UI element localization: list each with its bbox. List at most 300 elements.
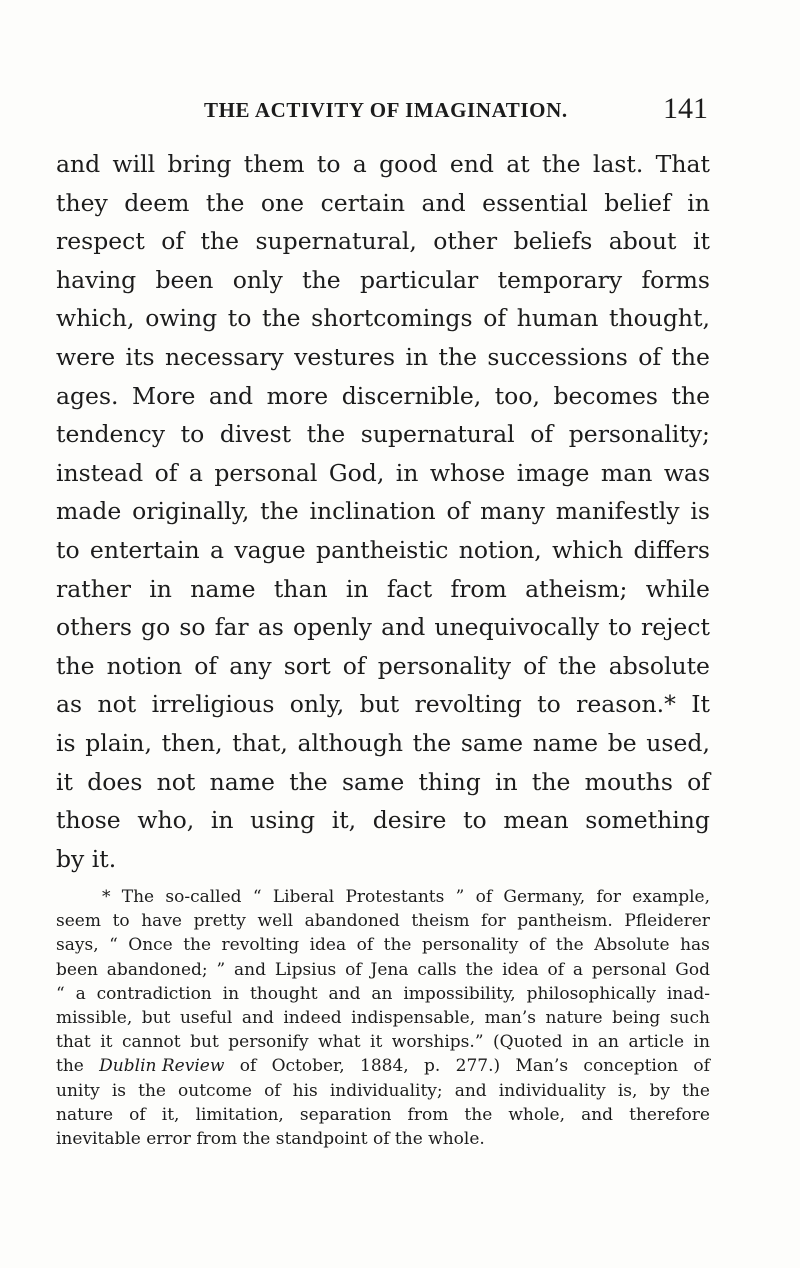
word: sort (283, 651, 331, 680)
word: of (475, 887, 493, 907)
word: in (210, 806, 234, 835)
footnote-line (56, 958, 710, 982)
word: and (421, 188, 466, 217)
word: personal (591, 959, 667, 980)
word: and (454, 1080, 487, 1101)
word: and (208, 381, 254, 410)
word: differs (633, 535, 710, 564)
word: idea (309, 935, 347, 956)
word: and (241, 1007, 274, 1028)
word: successions (487, 342, 628, 371)
footnote-line (56, 933, 710, 957)
word: is (690, 497, 710, 526)
word: does (87, 767, 143, 796)
word: tendency (56, 420, 166, 449)
word: abandoned (304, 911, 400, 932)
word: missible, (56, 1007, 133, 1028)
word: in (405, 342, 429, 371)
word: personify (228, 1032, 309, 1053)
word: instead (56, 458, 144, 487)
word: of (161, 227, 185, 256)
word: personality (377, 651, 512, 680)
body-text-line (56, 608, 710, 647)
word: the (671, 381, 710, 410)
footnote (56, 885, 710, 1151)
word: owing (145, 304, 218, 333)
word: from (407, 1104, 449, 1125)
word: Pfleiderer (624, 911, 710, 932)
word: forms (641, 265, 710, 294)
word: the (438, 342, 478, 371)
word: is (111, 1080, 127, 1101)
word: the (465, 959, 494, 980)
word: too, (494, 381, 540, 410)
body-text-line (56, 184, 710, 223)
word: in (687, 188, 710, 217)
word: Once (128, 935, 173, 956)
word: Dublin Review (99, 1056, 225, 1077)
word: others (56, 613, 132, 642)
word: a (75, 983, 86, 1004)
word: not (97, 690, 137, 719)
word: of (547, 959, 565, 980)
word: ages. (56, 381, 119, 410)
footnote-line (56, 909, 710, 933)
word: pantheistic (316, 535, 449, 564)
word: then, (161, 728, 223, 757)
word: supernatural (360, 420, 515, 449)
word: it (56, 767, 73, 796)
word: name (190, 574, 256, 603)
body-text-line (56, 570, 710, 609)
word: than (273, 574, 328, 603)
word: beliefs (513, 227, 593, 256)
word: of (356, 935, 374, 956)
word: fact (386, 574, 433, 603)
word: calls (417, 959, 457, 980)
word: to (608, 613, 632, 642)
word: vestures (294, 342, 396, 371)
word: other (433, 227, 498, 256)
word: Man’s (515, 1056, 569, 1077)
word: of (194, 651, 218, 680)
word: inad- (666, 983, 710, 1004)
word: not (156, 767, 196, 796)
word: necessary (164, 342, 284, 371)
word: so (179, 613, 206, 642)
word: as (56, 690, 83, 719)
word: using (250, 806, 316, 835)
word: rather (56, 574, 131, 603)
word: those (56, 806, 121, 835)
word: inclination (309, 497, 436, 526)
word: at (506, 150, 530, 178)
word: in (495, 767, 518, 796)
word: to (227, 304, 252, 333)
word: of (528, 935, 546, 956)
word: for (481, 911, 506, 932)
word: entertain (89, 535, 200, 564)
word: it (370, 1032, 383, 1053)
word: desire (372, 806, 447, 835)
word: will (112, 150, 156, 178)
word: the (302, 265, 341, 294)
word: them (243, 150, 305, 178)
word: limitation, (195, 1104, 284, 1125)
word: article (628, 1032, 685, 1053)
word: becomes (553, 381, 658, 410)
word: many (480, 497, 545, 526)
word: to (180, 420, 205, 449)
word: whose (429, 458, 506, 487)
word: bring (167, 150, 232, 178)
word: end (449, 150, 494, 178)
word: worships.” (391, 1032, 484, 1053)
word: ” (216, 959, 226, 980)
word: temporary (497, 265, 623, 294)
body-text-line (56, 685, 710, 724)
word: any (229, 651, 272, 680)
word: revolting (414, 690, 522, 719)
body-text-line (56, 647, 710, 686)
footnote-line (56, 885, 710, 909)
word: man’s (484, 1007, 536, 1028)
word: says, (56, 935, 99, 956)
body-text-line (56, 454, 710, 493)
word: the (138, 1080, 166, 1101)
word: in (572, 1032, 589, 1053)
word: a (209, 535, 224, 564)
word: having (56, 265, 137, 294)
word: and (56, 150, 101, 178)
word: his (292, 1080, 318, 1101)
word: particular (359, 265, 479, 294)
word: certain (320, 188, 405, 217)
word: human (516, 304, 599, 333)
word: philosophically (526, 983, 656, 1004)
word: abandoned; (106, 959, 208, 980)
body-text-line (56, 801, 710, 840)
word: impossibility, (403, 983, 516, 1004)
word: Liberal (272, 887, 335, 907)
body-text-line (56, 377, 710, 416)
word: used, (646, 728, 710, 757)
word: openly (292, 613, 372, 642)
word: been (155, 265, 214, 294)
word: be (607, 728, 637, 757)
word: only, (289, 690, 345, 719)
word: being (612, 1007, 661, 1028)
word: thought (249, 983, 318, 1004)
word: October, (271, 1056, 345, 1077)
word: last. (592, 150, 644, 178)
word: made (56, 497, 122, 526)
word: Absolute (594, 935, 670, 956)
word: personality; (568, 420, 710, 449)
word: God, (328, 458, 385, 487)
word: nature (56, 1104, 114, 1125)
word: revolting (221, 935, 300, 956)
word: is, (617, 1080, 638, 1101)
word: a (572, 959, 583, 980)
footnote-line (56, 1054, 710, 1078)
body-text-line (56, 763, 710, 802)
word: Lipsius (274, 959, 337, 980)
body-text-line (56, 145, 710, 184)
word: contradiction (96, 983, 212, 1004)
word: man (600, 458, 653, 487)
word: to (112, 911, 130, 932)
word: of (239, 1056, 257, 1077)
word: a (352, 150, 367, 178)
page-number: 141 (663, 92, 708, 125)
word: in (693, 1032, 710, 1053)
body-text (56, 145, 710, 878)
word: well (257, 911, 294, 932)
word: individuality; (329, 1080, 443, 1101)
word: same (460, 728, 524, 757)
word: unequivocally (434, 613, 600, 642)
word: deem (124, 188, 190, 217)
word: only (232, 265, 283, 294)
word: the (56, 651, 95, 680)
word: of (129, 1104, 146, 1125)
word: something (585, 806, 710, 835)
word: manifestly (555, 497, 680, 526)
word: God (675, 959, 710, 980)
word: have (141, 911, 182, 932)
word: the (464, 1104, 493, 1125)
word: the (200, 227, 240, 256)
word: but (190, 1032, 219, 1053)
body-text-line (56, 299, 710, 338)
word: separation (299, 1104, 392, 1125)
word: p. (424, 1056, 441, 1077)
word: More (132, 381, 196, 410)
word: but (359, 690, 400, 719)
word: far (214, 613, 249, 642)
word: of (264, 1080, 281, 1101)
word: cannot (122, 1032, 181, 1053)
word: in (149, 574, 172, 603)
word: in (345, 574, 369, 603)
word: the (306, 420, 346, 449)
word: they (56, 188, 108, 217)
footnote-line: inevitable error from the standpoint of the whole. (56, 1128, 485, 1149)
word: to (537, 690, 561, 719)
word: same (341, 767, 405, 796)
word: name (532, 728, 599, 757)
word: were (56, 342, 116, 371)
word: irreligious (151, 690, 275, 719)
word: absolute (608, 651, 710, 680)
body-text-line (56, 531, 710, 570)
word: more (266, 381, 329, 410)
word: and (381, 613, 426, 642)
word: of (638, 342, 662, 371)
word: notion (106, 651, 183, 680)
word: personal (214, 458, 318, 487)
word: indispensable, (351, 1007, 476, 1028)
word: the (531, 767, 571, 796)
word: such (669, 1007, 710, 1028)
word: which (552, 535, 624, 564)
word: about (608, 227, 677, 256)
footnote-line (56, 982, 710, 1006)
word: personality (421, 935, 519, 956)
word: theism (411, 911, 470, 932)
word: The (121, 887, 155, 907)
word: to (463, 806, 487, 835)
word: mouths (584, 767, 673, 796)
word: that, (232, 728, 288, 757)
word: what (318, 1032, 361, 1053)
word: one (260, 188, 305, 217)
word: thing (418, 767, 481, 796)
word: plain, (85, 728, 152, 757)
word: respect (56, 227, 145, 256)
word: its (125, 342, 155, 371)
footnote-line (56, 1103, 710, 1127)
word: of (483, 304, 507, 333)
word: the (412, 728, 452, 757)
word: of (345, 959, 362, 980)
word: was (663, 458, 710, 487)
word: unity (56, 1080, 100, 1101)
body-text-line (56, 724, 710, 763)
word: divest (219, 420, 292, 449)
word: the (383, 935, 412, 956)
word: go (141, 613, 171, 642)
word: “ (56, 983, 65, 1004)
word: thought, (609, 304, 710, 333)
word: vague (234, 535, 306, 564)
word: it, (161, 1104, 180, 1125)
body-text-line (56, 338, 710, 377)
word: an (371, 983, 393, 1004)
word: of (687, 767, 710, 796)
word: nature (545, 1007, 603, 1028)
word: * (102, 887, 111, 907)
body-text-line (56, 261, 710, 300)
word: seem (56, 911, 101, 932)
footnote-line (56, 1030, 710, 1054)
word: it (100, 1032, 113, 1053)
word: Protestants (345, 887, 445, 907)
word: has (680, 935, 710, 956)
word: whole, (508, 1104, 565, 1125)
word: the (671, 342, 710, 371)
body-text-line (56, 222, 710, 261)
body-text-line (56, 415, 710, 454)
word: originally, (132, 497, 250, 526)
word: atheism; (525, 574, 628, 603)
word: pantheism. (517, 911, 613, 932)
word: in (395, 458, 419, 487)
word: is (56, 728, 76, 757)
word: It (691, 690, 710, 719)
word: discernible, (341, 381, 482, 410)
word: the (56, 1056, 84, 1077)
word: “ (109, 935, 118, 956)
word: notion, (458, 535, 542, 564)
word: (Quoted (493, 1032, 563, 1053)
word: mean (503, 806, 569, 835)
word: Jena (370, 959, 409, 980)
word: as (257, 613, 284, 642)
word: idea (502, 959, 539, 980)
running-head (204, 92, 708, 126)
word: the (555, 935, 584, 956)
word: example, (632, 887, 710, 907)
word: to (56, 535, 80, 564)
word: and (328, 983, 361, 1004)
word: for (596, 887, 622, 907)
word: in (222, 983, 240, 1004)
word: to (316, 150, 341, 178)
word: name (209, 767, 275, 796)
word: the (289, 767, 328, 796)
word: image (516, 458, 590, 487)
word: the (262, 304, 301, 333)
word: of (154, 458, 178, 487)
word: of (693, 1056, 710, 1077)
word: belief (604, 188, 671, 217)
running-title: THE ACTIVITY OF IMAGINATION. (204, 98, 568, 122)
word: the (205, 188, 245, 217)
word: reason.* (576, 690, 676, 719)
word: individuality (498, 1080, 606, 1101)
word: it (692, 227, 710, 256)
word: pretty (193, 911, 246, 932)
word: the (682, 1080, 710, 1101)
word: by (649, 1080, 671, 1101)
word: good (379, 150, 438, 178)
word: an (597, 1032, 619, 1053)
word: been (56, 959, 98, 980)
footnote-line (56, 1006, 710, 1030)
word: 277.) (455, 1056, 501, 1077)
word: it, (331, 806, 357, 835)
word: the (542, 150, 581, 178)
word: of (342, 651, 366, 680)
word: essential (482, 188, 588, 217)
word: which, (56, 304, 135, 333)
word: who, (137, 806, 195, 835)
word: so-called (165, 887, 242, 907)
word: but (141, 1007, 171, 1028)
word: 1884, (360, 1056, 409, 1077)
word: supernatural, (255, 227, 417, 256)
word: conception (583, 1056, 679, 1077)
word: of (523, 651, 546, 680)
word: a (188, 458, 203, 487)
word: and (581, 1104, 614, 1125)
word: from (450, 574, 507, 603)
word: indeed (283, 1007, 342, 1028)
body-text-line (56, 492, 710, 531)
word: outcome (178, 1080, 252, 1101)
word: therefore (629, 1104, 710, 1125)
word: while (645, 574, 710, 603)
footnote-line (56, 1079, 710, 1103)
word: That (655, 150, 710, 178)
word: Germany, (503, 887, 586, 907)
word: of (530, 420, 554, 449)
word: the (260, 497, 299, 526)
word: reject (640, 613, 710, 642)
word: ” (455, 887, 465, 907)
